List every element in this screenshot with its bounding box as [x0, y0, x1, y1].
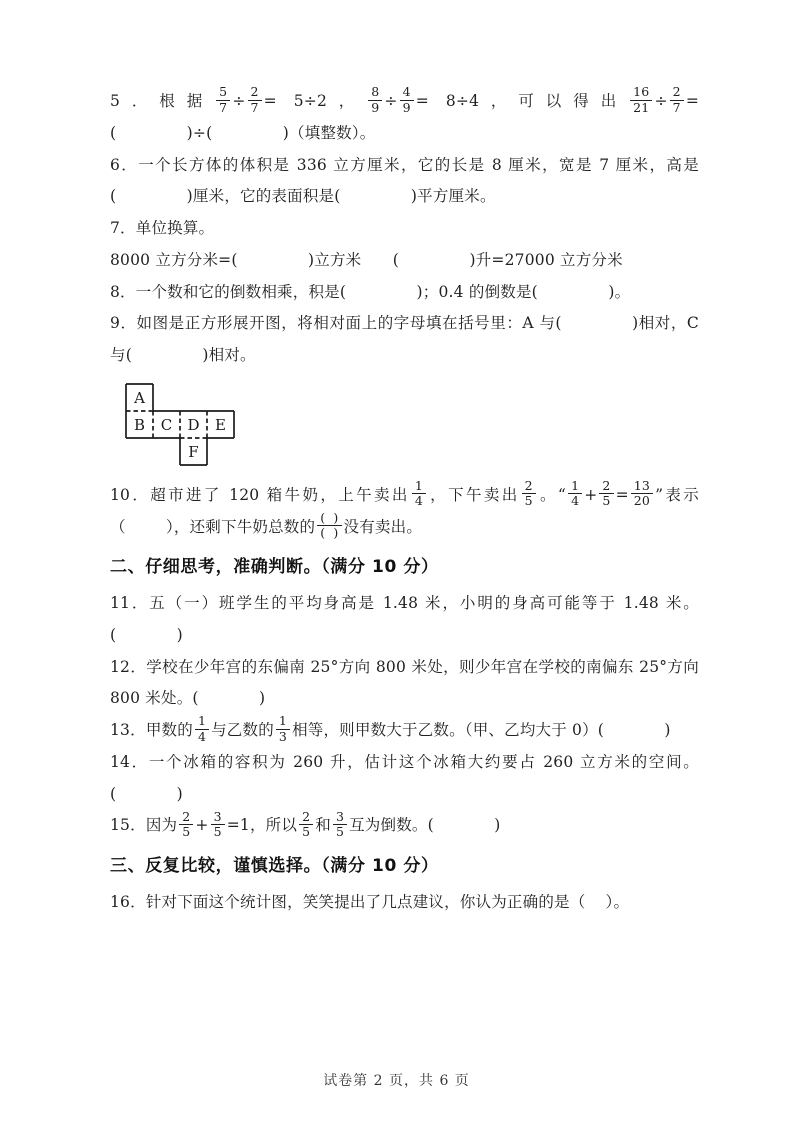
fraction: $\frac{8}{9}$ — [368, 85, 382, 115]
fraction: $\frac{2}{5}$ — [599, 479, 613, 509]
question-10: 10．超市进了 120 箱牛奶，上午卖出 $\frac{1}{4}$ ，下午卖出 $\frac{2}{5}$ 。“ $\frac{1}{4}$ + $\frac{2}{5}$ = $\frac{13}{20}$ ”表示（ ），还剩下牛奶总数的 $\frac{( )}{( )}$ 没有卖出。 — [110, 478, 699, 541]
fraction: $\frac{2}{7}$ — [248, 85, 262, 115]
net-cell-label-f: F — [188, 442, 199, 461]
fraction: $\frac{3}{5}$ — [333, 810, 347, 840]
fraction: $\frac{5}{7}$ — [216, 85, 230, 115]
question-11: 11．五（一）班学生的平均身高是 1.48 米，小明的身高可能等于 1.48 米。( ) — [110, 594, 699, 644]
question-13: 13．甲数的 $\frac{1}{4}$ 与乙数的 $\frac{1}{3}$ 相等，则甲数大于乙数。（甲、乙均大于 0）( ) — [110, 713, 671, 744]
fraction: $\frac{1}{4}$ — [412, 479, 426, 509]
fraction: $\frac{16}{21}$ — [630, 85, 652, 115]
net-cell-label-c: C — [160, 415, 173, 434]
question-6: 6．一个长方体的体积是 336 立方厘米，它的长是 8 厘米，宽是 7 厘米，高是( )厘米，它的表面积是( )平方厘米。 — [110, 155, 699, 206]
section-2-heading: 二、仔细思考，准确判断。（满分 10 分） — [110, 557, 439, 578]
question-15: 15．因为 $\frac{2}{5}$ + $\frac{3}{5}$ =1，所以 $\frac{2}{5}$ 和 $\frac{3}{5}$ 互为倒数。( ) — [110, 808, 501, 839]
fraction: $\frac{2}{5}$ — [522, 479, 536, 509]
fraction: $\frac{2}{5}$ — [299, 810, 313, 840]
fraction: $\frac{( )}{( )}$ — [317, 511, 341, 541]
net-cell-label-e: E — [215, 415, 226, 434]
fraction: $\frac{1}{3}$ — [276, 714, 290, 744]
question-16: 16．针对下面这个统计图，笑笑提出了几点建议，你认为正确的是（ ）。 — [110, 892, 630, 911]
fraction: $\frac{2}{7}$ — [670, 85, 684, 115]
fraction: $\frac{2}{5}$ — [179, 810, 193, 840]
question-8: 8．一个数和它的倒数相乘，积是( )；0.4 的倒数是( )。 — [110, 282, 631, 301]
cube-net-diagram — [124, 382, 699, 468]
question-5: 5．根据 $\frac{5}{7}$ ÷ $\frac{2}{7}$ = 5÷2， $\frac{8}{9}$ ÷ $\frac{4}{9}$ = 8÷4，可以得出 $\frac{16}{21}$ ÷ $\frac{2}{7}$ =( )÷( )（填整数）。 — [110, 84, 699, 142]
question-12: 12．学校在少年宫的东偏南 25°方向 800 米处，则少年宫在学校的南偏东 25°方向 800 米处。( ) — [110, 657, 699, 708]
net-cell-label-d: D — [187, 415, 200, 434]
fraction: $\frac{4}{9}$ — [400, 85, 414, 115]
question-9: 9．如图是正方形展开图，将相对面上的字母填在括号里：A 与( )相对，C 与( )相对。 — [110, 314, 699, 365]
fraction: $\frac{13}{20}$ — [631, 479, 653, 509]
net-cell-label-a: A — [134, 388, 145, 407]
question-7-conversion-line: 8000 立方分米=( )立方米 ( )升=27000 立方分米 — [110, 250, 623, 269]
fraction: $\frac{1}{4}$ — [568, 479, 582, 509]
question-7: 7．单位换算。 — [110, 219, 215, 238]
page-footer: 试卷第 2 页，共 6 页 — [323, 1073, 470, 1089]
net-cell-label-b: B — [133, 415, 146, 434]
fraction: $\frac{3}{5}$ — [211, 810, 225, 840]
fraction: $\frac{1}{4}$ — [195, 714, 209, 744]
question-14: 14．一个冰箱的容积为 260 升，估计这个冰箱大约要占 260 立方米的空间。( ) — [110, 752, 699, 803]
cube-net-svg — [124, 382, 238, 468]
section-3-heading: 三、反复比较，谨慎选择。（满分 10 分） — [110, 856, 439, 877]
